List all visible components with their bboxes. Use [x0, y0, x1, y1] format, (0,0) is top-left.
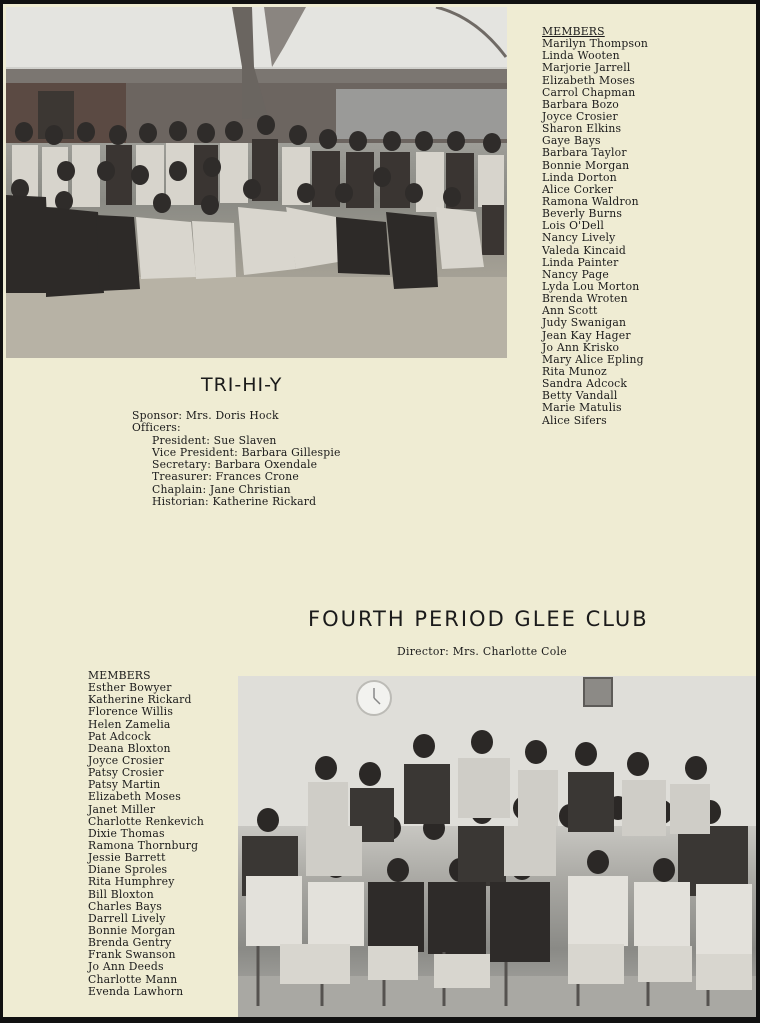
tri-hi-y-group-photo — [6, 7, 507, 358]
member-name: Jean Kay Hager — [542, 328, 631, 342]
member-name: Lyda Lou Morton — [542, 279, 640, 293]
tri-hi-y-members-heading: MEMBERS — [542, 25, 605, 38]
member-name: Linda Dorton — [542, 170, 617, 184]
member-name: Barbara Bozo — [542, 97, 619, 111]
member-name: Sandra Adcock — [542, 377, 628, 391]
officer-line: Vice President: Barbara Gillespie — [152, 445, 341, 459]
member-name: Deana Bloxton — [88, 741, 171, 755]
member-name: Diane Sproles — [88, 863, 168, 877]
member-name: Lois O'Dell — [542, 219, 605, 233]
member-name: Elizabeth Moses — [88, 790, 181, 804]
member-name: Bill Bloxton — [88, 887, 154, 901]
member-name: Alice Corker — [542, 182, 613, 196]
member-name: Frank Swanson — [88, 948, 176, 962]
member-name: Evenda Lawhorn — [88, 984, 184, 998]
member-name: Barbara Taylor — [542, 146, 627, 160]
member-name: Rita Munoz — [542, 364, 607, 378]
tri-hi-y-title: TRI-HI-Y — [201, 374, 283, 396]
officers-label: Officers: — [132, 421, 181, 435]
member-name: Bonnie Morgan — [542, 158, 630, 172]
member-name: Brenda Gentry — [88, 936, 172, 950]
member-name: Charlotte Mann — [88, 972, 178, 986]
sponsor-line: Sponsor: Mrs. Doris Hock — [132, 409, 279, 422]
member-name: Joyce Crosier — [542, 109, 618, 123]
member-name: Florence Willis — [88, 705, 174, 719]
glee-club-photo-drawing — [238, 676, 756, 1017]
member-name: Valeda Kincaid — [542, 243, 626, 257]
member-name: Carrol Chapman — [542, 85, 636, 99]
member-name: Ramona Waldron — [542, 194, 639, 208]
member-name: Janet Miller — [88, 802, 156, 816]
officer-line: Secretary: Barbara Oxendale — [152, 458, 318, 472]
glee-club-group-photo — [238, 676, 756, 1017]
member-name: Elizabeth Moses — [542, 73, 635, 87]
member-name: Katherine Rickard — [88, 693, 192, 707]
member-name: Alice Sifers — [542, 413, 607, 427]
officer-line: Treasurer: Frances Crone — [152, 470, 299, 484]
member-name: Ramona Thornburg — [88, 838, 199, 852]
tri-hi-y-members-list — [542, 26, 648, 427]
glee-club-title: FOURTH PERIOD GLEE CLUB — [308, 607, 649, 631]
officer-line: Chaplain: Jane Christian — [152, 482, 291, 496]
member-name: Patsy Martin — [88, 778, 161, 792]
tri-hi-y-photo-drawing — [6, 7, 507, 358]
member-name: Judy Swanigan — [542, 316, 627, 330]
member-name: Rita Humphrey — [88, 875, 175, 889]
member-name: Gaye Bays — [542, 134, 601, 148]
member-name: Nancy Page — [542, 267, 609, 281]
officer-line: President: Sue Slaven — [152, 433, 277, 447]
member-name: Linda Painter — [542, 255, 619, 269]
member-name: Joyce Crosier — [88, 753, 164, 767]
member-name: Charlotte Renkevich — [88, 814, 205, 828]
member-name: Pat Adcock — [88, 729, 151, 743]
member-name: Ann Scott — [542, 304, 598, 318]
director-line: Director: Mrs. Charlotte Cole — [397, 645, 567, 658]
member-name: Marilyn Thompson — [542, 37, 649, 51]
member-name: Jo Ann Deeds — [88, 960, 164, 974]
member-name: Sharon Elkins — [542, 122, 622, 136]
member-name: Jessie Barrett — [88, 851, 166, 865]
member-name: Nancy Lively — [542, 231, 616, 245]
member-name: Brenda Wroten — [542, 292, 628, 306]
officer-line: Historian: Katherine Rickard — [152, 495, 317, 509]
member-name: Esther Bowyer — [88, 681, 172, 695]
glee-club-members-heading: MEMBERS — [88, 669, 151, 682]
member-name: Charles Bays — [88, 899, 163, 913]
glee-club-members-list — [88, 670, 204, 998]
member-name: Dixie Thomas — [88, 826, 165, 840]
member-name: Marie Matulis — [542, 401, 622, 415]
member-name: Beverly Burns — [542, 207, 623, 221]
member-name: Mary Alice Epling — [542, 352, 644, 366]
member-name: Marjorie Jarrell — [542, 61, 631, 75]
member-name: Linda Wooten — [542, 49, 620, 63]
member-name: Helen Zamelia — [88, 717, 171, 731]
member-name: Darrell Lively — [88, 911, 166, 925]
tri-hi-y-officers-block — [132, 410, 341, 508]
member-name: Patsy Crosier — [88, 766, 164, 780]
yearbook-page — [3, 4, 756, 1017]
member-name: Betty Vandall — [542, 389, 618, 403]
member-name: Bonnie Morgan — [88, 923, 176, 937]
member-name: Jo Ann Krisko — [542, 340, 620, 354]
